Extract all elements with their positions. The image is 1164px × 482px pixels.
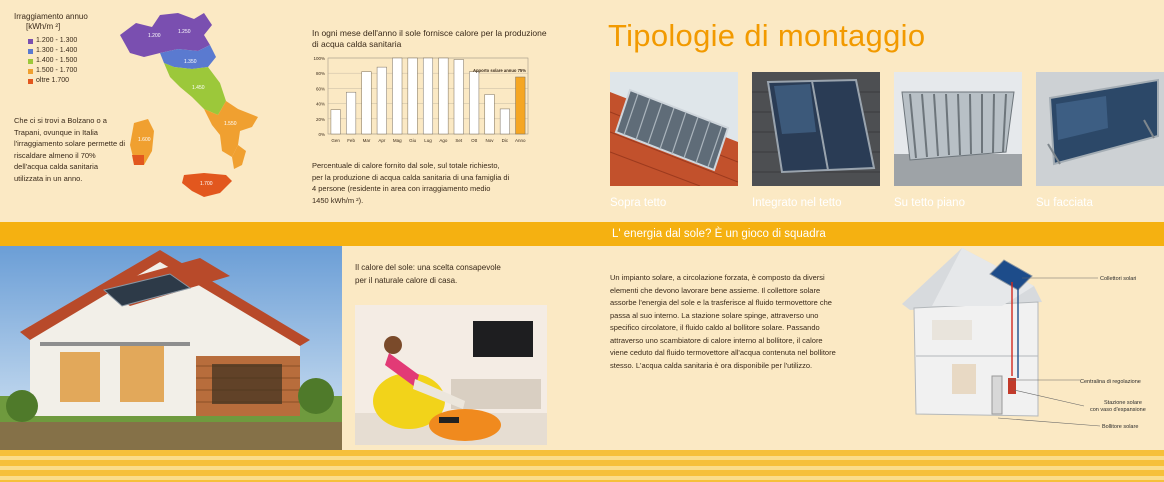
chart-caption: Percentuale di calore fornito dal sole, sul totale richiesto, per la produzione di acqua calda sanitaria di una famiglia di 4 persone (residente in area con irraggiamento medio 1450 kWh/m ²). [312, 161, 510, 205]
impianto-description: Un impianto solare, a circolazione forzata, è composto da diversi elementi che devono lavorare bene assieme. Il collettore solare assorbe l'energia del sole e la trasferisce al fluido termovettore che passa al suo interno. La stazione solare spinge, attraverso uno specifico circolatore, il fluido caldo al bollitore solare. Passando attraverso uno scambiatore di calore interno al bollitore, il calore viene ceduto dal fluido termovettore all'acqua contenuta nel bollitore stesso. L'acqua calda sanitaria è ora disponibile per l'utilizzo. [610, 273, 836, 370]
chart-xtick-label: Set [455, 138, 463, 143]
legend-item: 1.400 - 1.500 [28, 56, 77, 66]
facade-collector-image [1036, 72, 1164, 186]
roof-top-collector-image [610, 72, 738, 186]
chart-bar [516, 77, 526, 134]
svg-text:1.250: 1.250 [178, 29, 191, 35]
chart-ytick-label: 100% [313, 56, 325, 61]
chart-bar [408, 58, 418, 134]
tipologia-label-facciata: Su facciata [1036, 197, 1093, 209]
chart-xtick-label: Dic [501, 138, 509, 143]
legend-item: 1.500 - 1.700 [28, 66, 77, 76]
callout-collettori: Collettori solari [1100, 276, 1137, 282]
chart-bar [331, 110, 341, 134]
relaxing-woman-photo [355, 305, 547, 445]
chart-bar [485, 94, 495, 134]
chart-xtick-label: Apr [378, 138, 386, 143]
warm-text: Il calore del sole: una scelta consapevole per il naturale calore di casa. [355, 263, 501, 285]
chart-ytick-label: 20% [315, 116, 325, 122]
chart-ytick-label: 40% [315, 101, 325, 107]
svg-text:1.350: 1.350 [184, 59, 197, 65]
chart-bar [469, 72, 479, 134]
map-legend-title: Irraggiamento annuo [kWh/m ²] [14, 12, 104, 32]
legend-item: 1.200 - 1.300 [28, 36, 77, 46]
monthly-solar-share-chart [304, 54, 536, 150]
chart-ytick-label: 80% [315, 71, 325, 77]
svg-text:1.450: 1.450 [192, 85, 205, 91]
chart-annotation: Apporto solare annuo 75% [472, 68, 526, 73]
chart-xtick-label: Ago [439, 138, 448, 143]
map-legend-unit: [kWh/m ²] [26, 22, 61, 31]
callout-stazione: Stazione solare [1104, 400, 1142, 406]
callout-centralina: Centralina di regolazione [1080, 379, 1141, 385]
chart-xtick-label: Mar [362, 138, 371, 143]
callout-bollitore: Bollitore solare [1102, 424, 1139, 430]
legend-item: 1.300 - 1.400 [28, 46, 77, 56]
svg-text:1.200: 1.200 [148, 33, 161, 39]
chart-xtick-label: Feb [347, 138, 355, 143]
legend-item: oltre 1.700 [28, 76, 77, 86]
chart-xtick-label: Gen [331, 138, 340, 143]
chart-title: In ogni mese dell'anno il sole fornisce calore per la produzione di acqua calda sanitaria [312, 28, 547, 49]
section-band [0, 222, 1164, 246]
italy-irradiation-map [108, 5, 288, 210]
chart-xtick-label: Giu [409, 138, 417, 143]
map-legend [28, 36, 77, 86]
chart-bar [346, 92, 356, 134]
chart-bar [439, 58, 449, 134]
svg-text:1.700: 1.700 [200, 181, 213, 187]
tipologie-title: Tipologie di montaggio [608, 18, 926, 53]
chart-xtick-label: Mag [392, 138, 402, 143]
callout-vaso: con vaso d'espansione [1090, 407, 1146, 413]
band-title: L' energia dal sole? È un gioco di squadra [612, 228, 826, 240]
chart-xtick-label: Nov [485, 138, 494, 143]
chart-bar [392, 58, 402, 134]
decorative-stripes [0, 450, 1164, 482]
chart-bar [423, 58, 433, 134]
chart-bar [454, 60, 464, 134]
chart-ytick-label: 0% [318, 132, 325, 137]
chart-bar [377, 67, 387, 134]
chart-xtick-label: Lug [424, 138, 432, 143]
house-photo [0, 246, 342, 450]
integrated-roof-collector-image [752, 72, 880, 186]
svg-text:1.550: 1.550 [224, 121, 237, 127]
chart-ytick-label: 60% [315, 86, 325, 92]
svg-text:1.600: 1.600 [138, 137, 151, 143]
chart-bar [362, 72, 372, 134]
solar-system-house-diagram [892, 246, 1164, 442]
chart-xtick-label: Ott [471, 138, 478, 143]
flat-roof-collector-image [894, 72, 1022, 186]
tipologia-label-sopra-tetto: Sopra tetto [610, 197, 667, 209]
chart-bar [500, 109, 510, 134]
tipologia-label-tetto-piano: Su tetto piano [894, 197, 965, 209]
tipologia-label-integrato: Integrato nel tetto [752, 197, 842, 209]
map-description: Che ci si trovi a Bolzano o a Trapani, ovunque in Italia l'irraggiamento solare permette di riscaldare almeno il 70% dell'acqua calda sanitaria utilizzata in un anno. [14, 116, 126, 183]
chart-xtick-label: Anno [515, 138, 526, 143]
